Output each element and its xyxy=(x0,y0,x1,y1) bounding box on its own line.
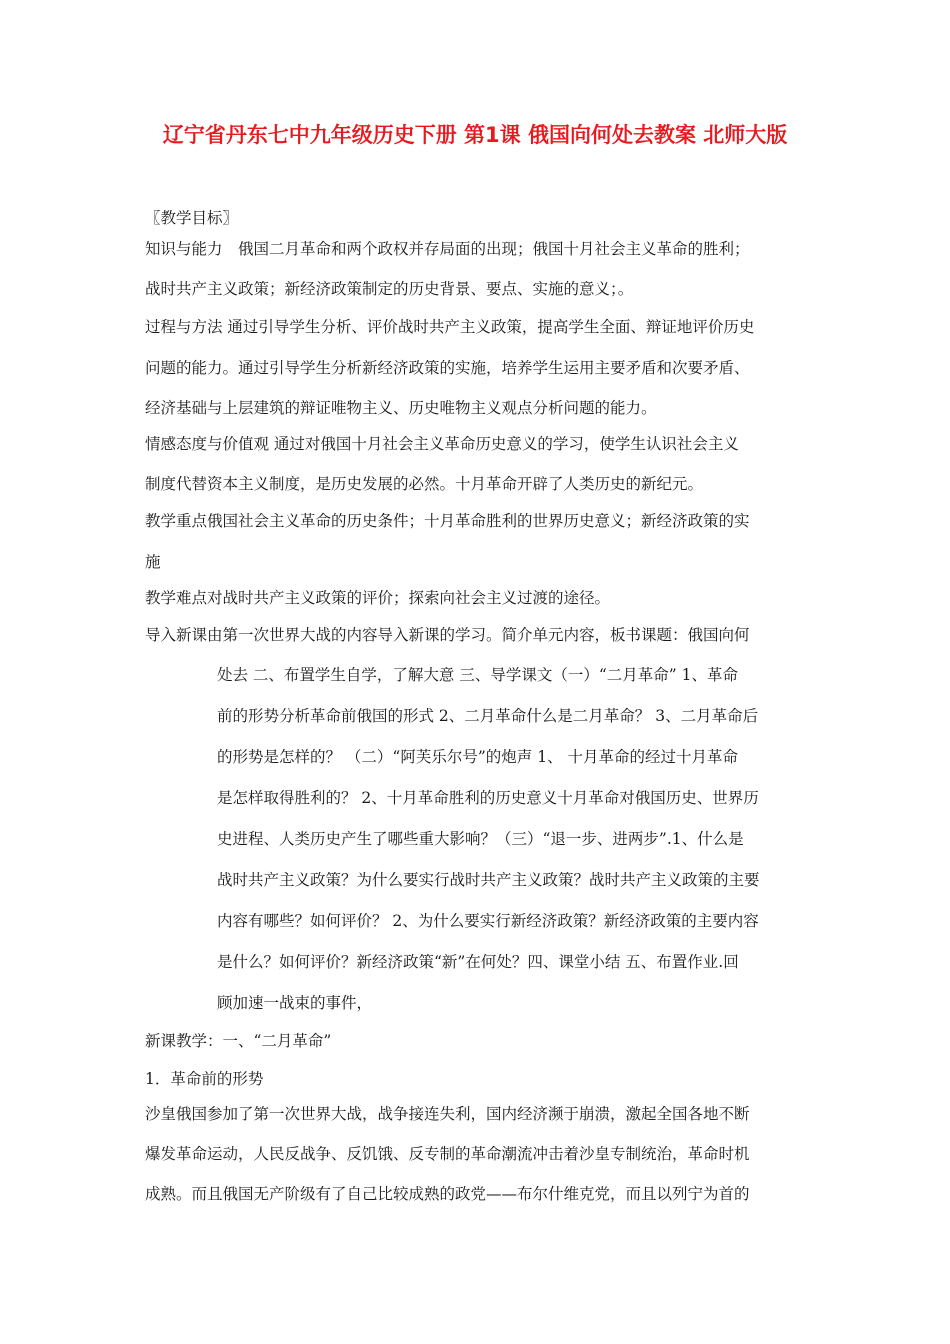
text-line: 战时共产主义政策；新经济政策制定的历史背景、要点、实施的意义；。 xyxy=(145,280,634,298)
text-line: 教学重点俄国社会主义革命的历史条件；十月革命胜利的世界历史意义；新经济政策的实 xyxy=(145,512,750,530)
text-line: 施 xyxy=(145,553,161,571)
text-line: 爆发革命运动，人民反战争、反饥饿、反专制的革命潮流冲击着沙皇专制统治，革命时机 xyxy=(145,1145,750,1163)
document-title: 辽宁省丹东七中九年级历史下册 第1课 俄国向何处去教案 北师大版 xyxy=(162,123,788,147)
outline-line: 顾加速一战束的事件， xyxy=(217,994,373,1012)
outline-line: 前的形势分析革命前俄国的形式 2、二月革命什么是二月革命？ 3、二月革命后 xyxy=(217,707,759,725)
section-heading-objectives: 〖教学目标〗 xyxy=(145,209,239,227)
outline-line: 战时共产主义政策？为什么要实行战时共产主义政策？战时共产主义政策的主要 xyxy=(217,871,760,889)
outline-line: 处去 二、布置学生自学，了解大意 三、导学课文（一）“二月革命” 1、革命 xyxy=(217,666,738,684)
subsection-heading: 1．革命前的形势 xyxy=(145,1070,264,1088)
text-line: 经济基础与上层建筑的辩证唯物主义、历史唯物主义观点分析问题的能力。 xyxy=(145,399,657,417)
text-line: 问题的能力。通过引导学生分析新经济政策的实施，培养学生运用主要矛盾和次要矛盾、 xyxy=(145,359,750,377)
outline-line: 的形势是怎样的？ （二）“阿芙乐尔号”的炮声 1、 十月革命的经过十月革命 xyxy=(217,748,738,766)
text-line: 制度代替资本主义制度，是历史发展的必然。十月革命开辟了人类历史的新纪元。 xyxy=(145,475,704,493)
text-line: 成熟。而且俄国无产阶级有了自己比较成熟的政党——布尔什维克党，而且以列宁为首的 xyxy=(145,1185,750,1203)
text-line: 知识与能力 俄国二月革命和两个政权并存局面的出现；俄国十月社会主义革命的胜利； xyxy=(145,240,750,258)
text-line: 沙皇俄国参加了第一次世界大战，战争接连失利，国内经济濒于崩溃，激起全国各地不断 xyxy=(145,1105,750,1123)
section-heading-new-lesson: 新课教学：一、“二月革命” xyxy=(145,1032,332,1050)
text-line: 过程与方法 通过引导学生分析、评价战时共产主义政策，提高学生全面、辩证地评价历史 xyxy=(145,318,755,336)
outline-line: 是什么？如何评价？新经济政策“新”在何处？四、课堂小结 五、布置作业.回 xyxy=(217,953,739,971)
text-line: 情感态度与价值观 通过对俄国十月社会主义革命历史意义的学习，使学生认识社会主义 xyxy=(145,435,739,453)
outline-line: 是怎样取得胜利的？ 2、十月革命胜利的历史意义十月革命对俄国历史、世界历 xyxy=(217,789,759,807)
text-line: 导入新课由第一次世界大战的内容导入新课的学习。简介单元内容，板书课题：俄国向何 xyxy=(145,626,750,644)
outline-line: 史进程、人类历史产生了哪些重大影响？（三）“退一步、进两步”.1、什么是 xyxy=(217,830,744,848)
outline-line: 内容有哪些？如何评价？ 2、为什么要实行新经济政策？新经济政策的主要内容 xyxy=(217,912,759,930)
text-line: 教学难点对战时共产主义政策的评价；探索向社会主义过渡的途径。 xyxy=(145,589,611,607)
